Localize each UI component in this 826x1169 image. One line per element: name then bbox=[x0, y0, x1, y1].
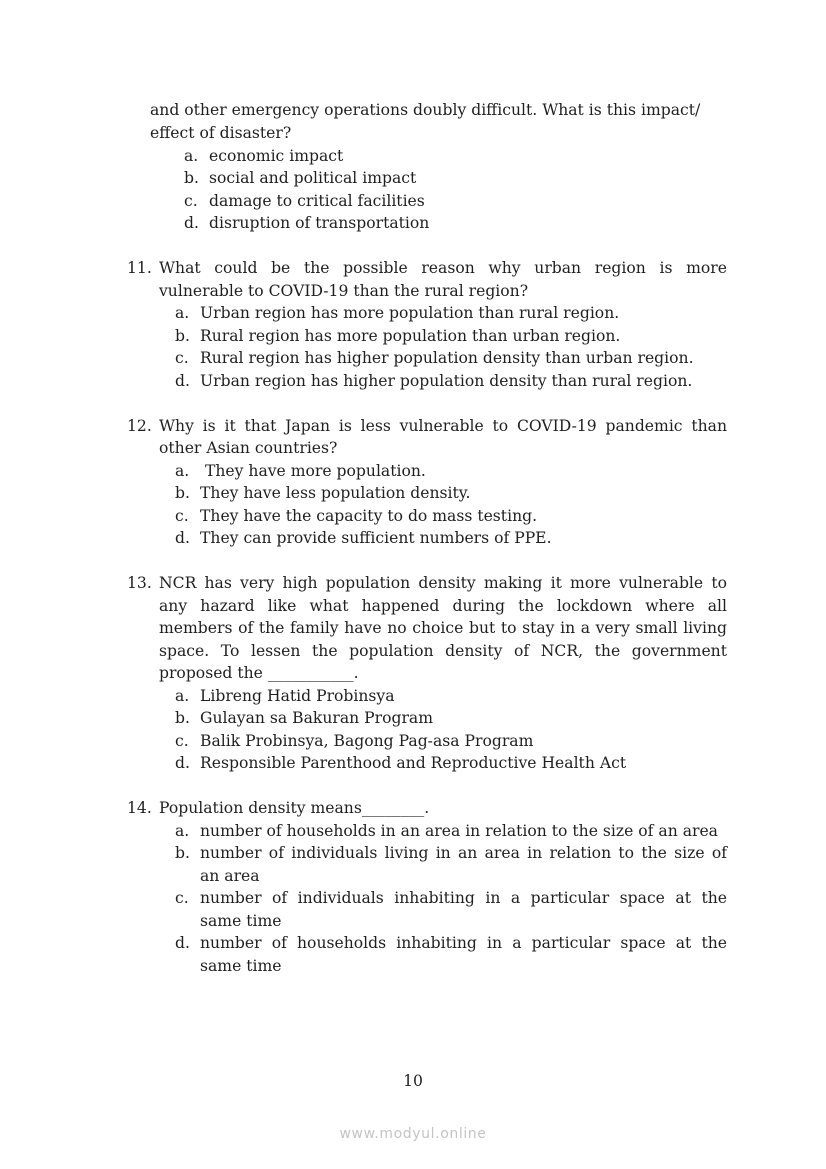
option-letter: c. bbox=[175, 349, 189, 367]
question-text-line: effect of disaster? bbox=[150, 124, 292, 142]
watermark-text: www.modyul.online bbox=[339, 1126, 487, 1142]
option-letter: b. bbox=[175, 484, 190, 502]
option-text: same time bbox=[200, 957, 282, 975]
option-text: economic impact bbox=[209, 147, 344, 165]
option-letter: d. bbox=[175, 372, 190, 390]
option-text: They can provide sufficient numbers of PPE. bbox=[200, 529, 552, 547]
question-text-line: and other emergency operations doubly difficult. What is this impact/ bbox=[150, 101, 701, 119]
option-text: Urban region has more population than rural region. bbox=[200, 304, 620, 322]
question-text-line: Population density means________. bbox=[159, 799, 430, 817]
option-text: an area bbox=[200, 867, 260, 885]
page-number: 10 bbox=[403, 1072, 423, 1090]
option-text: Balik Probinsya, Bagong Pag-asa Program bbox=[200, 732, 534, 750]
option-text: disruption of transportation bbox=[209, 214, 430, 232]
question-text-line: vulnerable to COVID-19 than the rural region? bbox=[159, 282, 529, 300]
option-letter: a. bbox=[175, 304, 190, 322]
option-text: social and political impact bbox=[209, 169, 417, 187]
option-letter: d. bbox=[175, 754, 190, 772]
option-text: Gulayan sa Bakuran Program bbox=[200, 709, 434, 727]
option-text: number of individuals inhabiting in a particular space at the bbox=[200, 889, 727, 907]
question-text-line: members of the family have no choice but to stay in a very small living bbox=[159, 619, 727, 637]
option-letter: b. bbox=[175, 844, 190, 862]
option-text: Responsible Parenthood and Reproductive Health Act bbox=[200, 754, 627, 772]
option-letter: b. bbox=[184, 169, 199, 187]
question-text-line: NCR has very high population density making it more vulnerable to bbox=[159, 574, 727, 592]
option-text: damage to critical facilities bbox=[209, 192, 425, 210]
option-letter: b. bbox=[175, 709, 190, 727]
option-text: number of individuals living in an area in relation to the size of bbox=[200, 844, 727, 862]
option-letter: c. bbox=[184, 192, 198, 210]
option-letter: c. bbox=[175, 889, 189, 907]
question-number: 11. bbox=[127, 259, 152, 277]
question-text-line: proposed the ___________. bbox=[159, 664, 359, 682]
option-text: number of households inhabiting in a particular space at the bbox=[200, 934, 727, 952]
option-text: Rural region has higher population density than urban region. bbox=[200, 349, 694, 367]
option-text: Libreng Hatid Probinsya bbox=[200, 687, 395, 705]
question-number: 12. bbox=[127, 417, 152, 435]
option-text: Urban region has higher population density than rural region. bbox=[200, 372, 693, 390]
option-text: Rural region has more population than urban region. bbox=[200, 327, 621, 345]
option-letter: a. bbox=[175, 462, 190, 480]
option-letter: a. bbox=[184, 147, 199, 165]
question-text-line: What could be the possible reason why urban region is more bbox=[159, 259, 727, 277]
question-text-line: any hazard like what happened during the lockdown where all bbox=[159, 597, 727, 615]
option-letter: d. bbox=[175, 529, 190, 547]
option-text: number of households in an area in relation to the size of an area bbox=[200, 822, 718, 840]
option-letter: d. bbox=[184, 214, 199, 232]
option-letter: b. bbox=[175, 327, 190, 345]
option-letter: c. bbox=[175, 732, 189, 750]
question-number: 14. bbox=[127, 799, 152, 817]
question-number: 13. bbox=[127, 574, 152, 592]
question-text-line: other Asian countries? bbox=[159, 439, 338, 457]
option-letter: a. bbox=[175, 687, 190, 705]
option-letter: d. bbox=[175, 934, 190, 952]
option-letter: c. bbox=[175, 507, 189, 525]
option-text: They have more population. bbox=[200, 462, 426, 480]
question-text-line: Why is it that Japan is less vulnerable to COVID-19 pandemic than bbox=[159, 417, 727, 435]
option-text: They have the capacity to do mass testing. bbox=[200, 507, 538, 525]
question-text-line: space. To lessen the population density of NCR, the government bbox=[159, 642, 727, 660]
option-text: They have less population density. bbox=[200, 484, 471, 502]
option-letter: a. bbox=[175, 822, 190, 840]
option-text: same time bbox=[200, 912, 282, 930]
